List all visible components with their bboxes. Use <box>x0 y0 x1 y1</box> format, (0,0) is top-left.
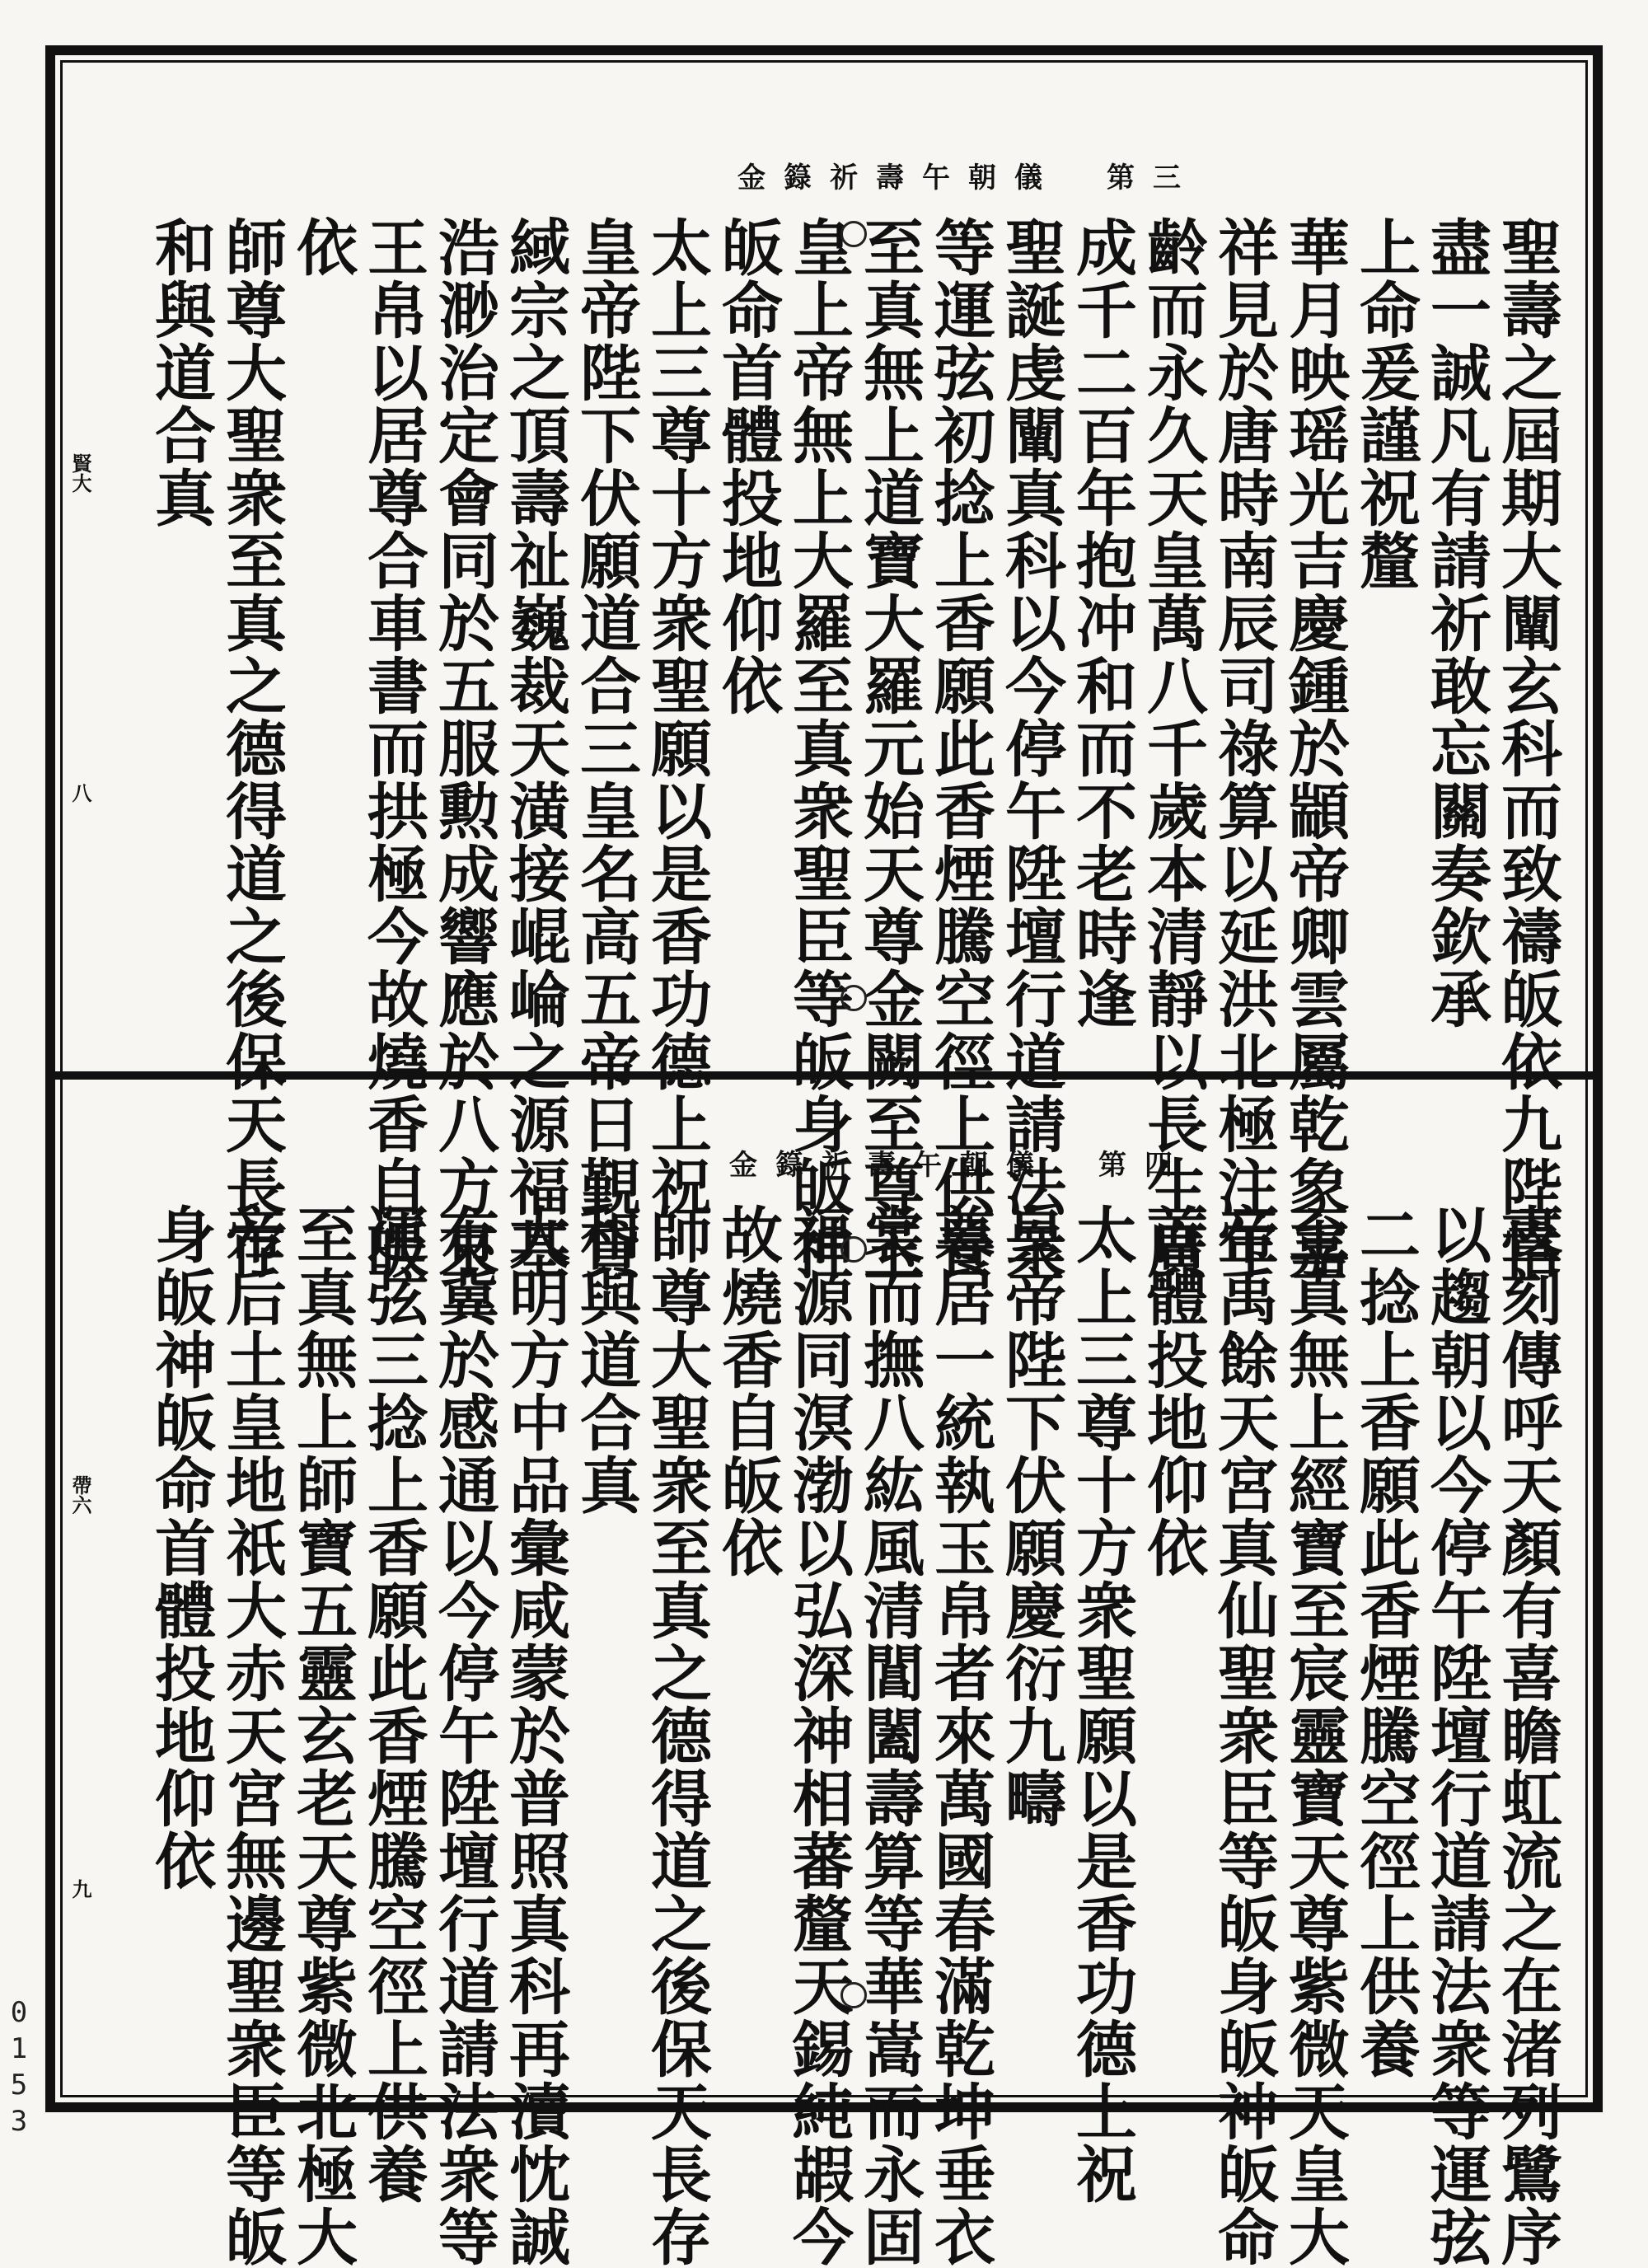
top-col-16: 浩渺治定會同於五服勲成響應於八方來 <box>428 216 499 1281</box>
top-col-6: 齡而永久天皇萬八千歲本清靜以長生廣 <box>1137 216 1208 1281</box>
bottom-col-4: 至真無上經寶至宸靈寶天尊紫微天皇大 <box>1279 1203 1350 2268</box>
top-col-18: 依 <box>287 216 358 279</box>
top-col-11: 皇上帝無上大羅至真衆聖臣等皈身皈神 <box>783 216 854 1281</box>
top-running-head: 金籙祈壽午朝儀 第三 <box>737 162 1199 194</box>
bottom-col-16: 有冀於感通以今停午陞壇行道請法衆等 <box>428 1203 499 2268</box>
bottom-col-9: 尊居一統執玉帛者來萬國春滿乾坤垂衣 <box>925 1203 995 2268</box>
bottom-col-18: 至真無上師寶五靈玄老天尊紫微北極大 <box>287 1203 358 2268</box>
bottom-col-19: 帝后土皇地祇大赤天宮無邊聖衆臣等皈 <box>216 1203 287 2268</box>
bottom-running-head: 金籙祈壽午朝儀 第四 <box>729 1149 1191 1182</box>
page-number: 0153 <box>10 1996 28 2138</box>
top-col-13: 太上三尊十方衆聖願以是香功德上祝 <box>641 216 712 1218</box>
bottom-col-3: 二捻上香願此香煙騰空徑上供養 <box>1350 1203 1421 2080</box>
bottom-col-10: 裳而撫八紘風清閶闔壽算等華嵩而永固 <box>854 1203 925 2268</box>
bottom-col-11: 福源同溟渤以弘深神相蕃釐天錫純嘏今 <box>783 1203 854 2268</box>
bottom-col-13: 師尊大聖衆至真之德得道之後保天長存 <box>641 1203 712 2268</box>
top-col-7: 成千二百年抱冲和而不老時逢 <box>1066 216 1137 1030</box>
top-col-12: 皈命首體投地仰依 <box>712 216 783 717</box>
bottom-col-15: 大明方中品彙咸蒙於普照真科再瀆忱誠 <box>499 1203 570 2268</box>
bottom-margin-mark-2: 九 <box>68 1879 92 1899</box>
bottom-col-1: 晝刻傳呼天顏有喜瞻虹流之在渚列鷺序 <box>1491 1203 1562 2268</box>
bottom-circle-mark-1 <box>840 1236 867 1263</box>
top-col-9: 等運弦初捻上香願此香煙騰空徑上供養 <box>925 216 995 1281</box>
top-col-19: 師尊大聖衆至真之德得道之後保天長存 <box>216 216 287 1281</box>
top-col-4: 華月映瑶光吉慶鍾於顓帝卿雲屬乾象嘉 <box>1279 216 1350 1281</box>
top-col-2: 盡一誠凡有請祈敢忘關奏欽承 <box>1421 216 1491 1030</box>
top-margin-mark-2: 八 <box>68 783 92 803</box>
bottom-margin-mark-1: 帶六 <box>68 1475 92 1515</box>
top-col-15: 緎宗之頂壽祉巍裁天潢接崐崘之源福基 <box>499 216 570 1281</box>
bottom-circle-mark-2 <box>840 1982 867 2008</box>
bottom-col-2: 以趨朝以今停午陞壇行道請法衆等運弦 <box>1421 1203 1491 2268</box>
top-col-8: 聖誕虔闡真科以今停午陞壇行道請法衆 <box>995 216 1066 1281</box>
bottom-col-14: 和與道合真 <box>570 1203 641 1516</box>
top-col-1: 聖壽之屆期大闡玄科而致禱皈依九陛恪 <box>1491 216 1562 1281</box>
top-col-10: 至真無上道寶大羅元始天尊金闕至尊玉 <box>854 216 925 1281</box>
top-circle-mark-2 <box>840 985 867 1011</box>
bottom-col-12: 故燒香自皈依 <box>712 1203 783 1579</box>
bottom-col-20: 身皈神皈命首體投地仰依 <box>145 1203 216 1892</box>
top-col-20: 和與道合真 <box>145 216 216 529</box>
bottom-col-7: 太上三尊十方衆聖願以是香功德上祝 <box>1066 1203 1137 2205</box>
bottom-col-8: 皇帝陛下伏願慶衍九疇 <box>995 1203 1066 1830</box>
bottom-col-17: 運弦三捻上香願此香煙騰空徑上供養 <box>358 1203 428 2205</box>
top-col-3: 上命爰謹祝釐 <box>1350 216 1421 592</box>
top-margin-mark-1: 賢大 <box>68 453 92 493</box>
bottom-col-5: 帝禹餘天宮真仙聖衆臣等皈身皈神皈命 <box>1208 1203 1279 2268</box>
top-circle-mark-1 <box>840 221 867 247</box>
top-col-14: 皇帝陛下伏願道合三皇名高五帝日覲貸 <box>570 216 641 1281</box>
top-col-17: 王帛以居尊合車書而拱極今故燒香自皈 <box>358 216 428 1281</box>
bottom-col-6: 首體投地仰依 <box>1137 1203 1208 1579</box>
top-col-5: 祥見於唐時南辰司祿算以延洪北極注年 <box>1208 216 1279 1281</box>
